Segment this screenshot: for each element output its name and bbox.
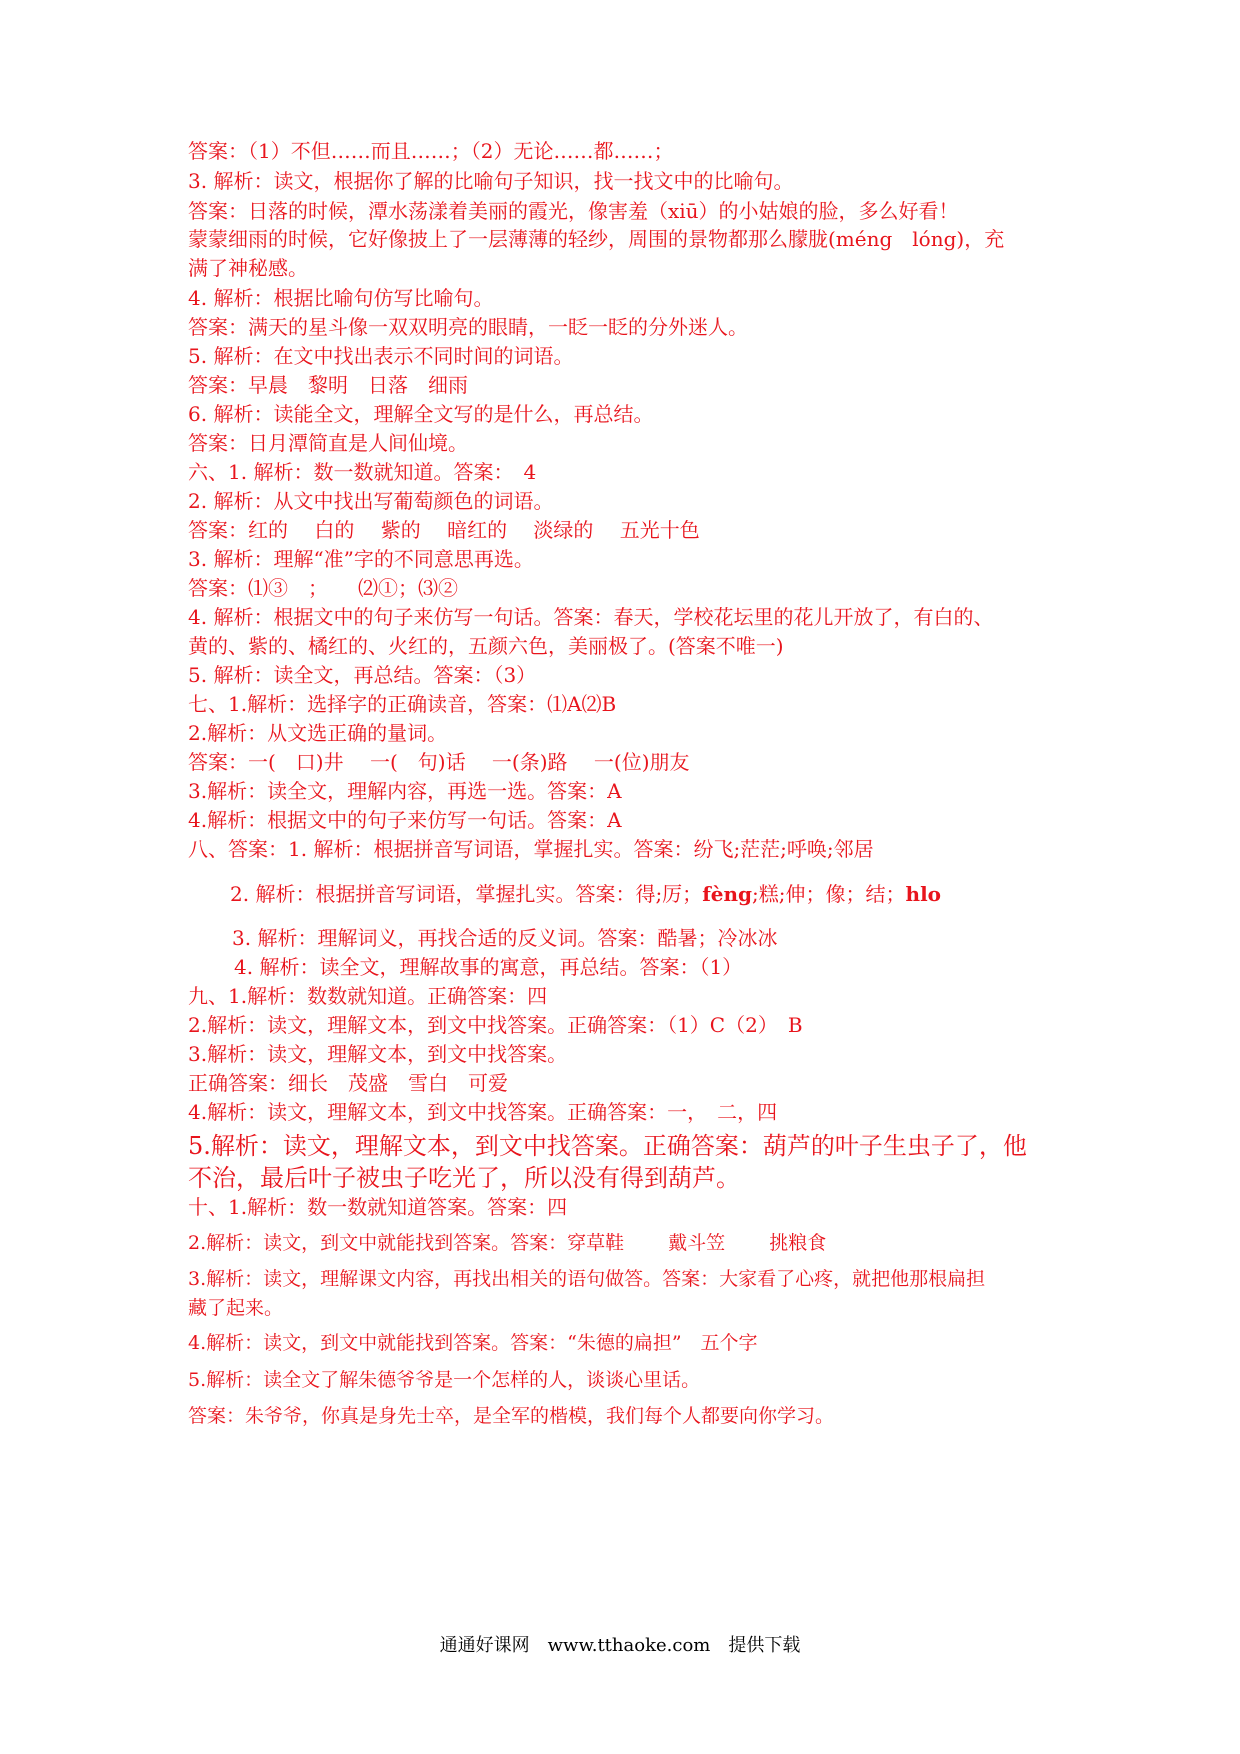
pinyin-text: fèng: [702, 882, 753, 906]
analysis-line: 3.解析：读全文，理解内容，再选一选。答案：A: [188, 779, 622, 803]
section-heading-6: 六、1. 解析：数一数就知道。答案： 4: [188, 460, 537, 484]
answer-line: 答案：日月潭简直是人间仙境。: [188, 431, 468, 455]
answer-line: 藏了起来。: [188, 1297, 284, 1319]
section-heading-10: 十、1.解析：数一数就知道答案。答案：四: [188, 1195, 568, 1219]
analysis-line: 2.解析：从文选正确的量词。: [188, 721, 448, 745]
analysis-line: 4. 解析：读全文，理解故事的寓意，再总结。答案：（1）: [234, 955, 743, 979]
answer-line: 蒙蒙细雨的时候，它好像披上了一层薄薄的轻纱，周围的景物都那么朦胧(méng lóng)，充: [188, 227, 1005, 251]
section-heading-9: 九、1.解析：数数就知道。正确答案：四: [188, 984, 548, 1008]
analysis-line: 4. 解析：根据比喻句仿写比喻句。: [188, 286, 494, 310]
analysis-line: 6. 解析：读能全文，理解全文写的是什么，再总结。: [188, 402, 654, 426]
answer-line: 正确答案：细长 茂盛 雪白 可爱: [188, 1071, 508, 1095]
answer-line: 答案：一( 口)井 一( 句)话 一(条)路 一(位)朋友: [188, 750, 690, 774]
section-heading-7: 七、1.解析：选择字的正确读音，答案：⑴A⑵B: [188, 692, 617, 716]
analysis-line: 2.解析：读文，到文中就能找到答案。答案：穿草鞋 戴斗笠 挑粮食: [188, 1232, 827, 1254]
analysis-line: 4.解析：读文，到文中就能找到答案。答案：“朱德的扁担” 五个字: [188, 1332, 758, 1354]
analysis-line: 5. 解析：在文中找出表示不同时间的词语。: [188, 344, 574, 368]
answer-line: 答案：早晨 黎明 日落 细雨: [188, 373, 468, 397]
analysis-line: 3. 解析：理解“准”字的不同意思再选。: [188, 547, 534, 571]
analysis-line: 2.解析：读文，理解文本，到文中找答案。正确答案：（1）C（2） B: [188, 1013, 803, 1037]
answer-line: 答案：⑴③ ； ⑵①；⑶②: [188, 576, 458, 600]
page-footer: 通通好课网 www.tthaoke.com 提供下载: [439, 1635, 801, 1656]
analysis-line: 5.解析：读全文了解朱德爷爷是一个怎样的人，谈谈心里话。: [188, 1369, 701, 1391]
pinyin-text: hlo: [905, 882, 942, 906]
answer-line: 答案：朱爷爷，你真是身先士卒，是全军的楷模，我们每个人都要向你学习。: [188, 1405, 835, 1427]
answer-line: 满了神秘感。: [188, 256, 308, 280]
analysis-line: [230, 880, 941, 908]
answer-line: 答案：（1）不但……而且……；（2）无论……都……；: [188, 139, 674, 163]
answer-line: 不治，最后叶子被虫子吃光了，所以没有得到葫芦。: [188, 1164, 740, 1192]
analysis-line: 3. 解析：读文，根据你了解的比喻句子知识，找一找文中的比喻句。: [188, 169, 794, 193]
analysis-line: 3.解析：读文，理解文本，到文中找答案。: [188, 1042, 568, 1066]
analysis-line: 2. 解析：从文中找出写葡萄颜色的词语。: [188, 489, 554, 513]
analysis-line: 5. 解析：读全文，再总结。答案：（3）: [188, 663, 537, 687]
analysis-line: 5.解析：读文，理解文本，到文中找答案。正确答案：葫芦的叶子生虫子了，他: [188, 1132, 1027, 1160]
section-heading-8: 八、答案：1. 解析：根据拼音写词语，掌握扎实。答案：纷飞;茫茫;呼唤;邻居: [188, 837, 874, 861]
line-text: 2. 解析：根据拼音写词语，掌握扎实。答案：得;厉；: [230, 882, 703, 906]
answer-line: 答案：满天的星斗像一双双明亮的眼睛，一眨一眨的分外迷人。: [188, 315, 748, 339]
analysis-line: 3. 解析：理解词义，再找合适的反义词。答案：酷暑；冷冰冰: [232, 926, 778, 950]
answer-line: 答案：红的 白的 紫的 暗红的 淡绿的 五光十色: [188, 518, 700, 542]
answer-line: 答案：日落的时候，潭水荡漾着美丽的霞光，像害羞（xiū）的小姑娘的脸，多么好看！: [188, 199, 959, 223]
analysis-line: 3.解析：读文，理解课文内容，再找出相关的语句做答。答案：大家看了心疼，就把他那根扁担: [188, 1268, 986, 1290]
analysis-line: 4. 解析：根据文中的句子来仿写一句话。答案：春天，学校花坛里的花儿开放了，有白的、: [188, 605, 994, 629]
line-text: ;糕;伸；像；结；: [752, 882, 906, 906]
analysis-line: 4.解析：读文，理解文本，到文中找答案。正确答案：一， 二，四: [188, 1100, 778, 1124]
answer-line: 黄的、紫的、橘红的、火红的，五颜六色，美丽极了。(答案不唯一): [188, 634, 784, 658]
analysis-line: 4.解析：根据文中的句子来仿写一句话。答案：A: [188, 808, 622, 832]
